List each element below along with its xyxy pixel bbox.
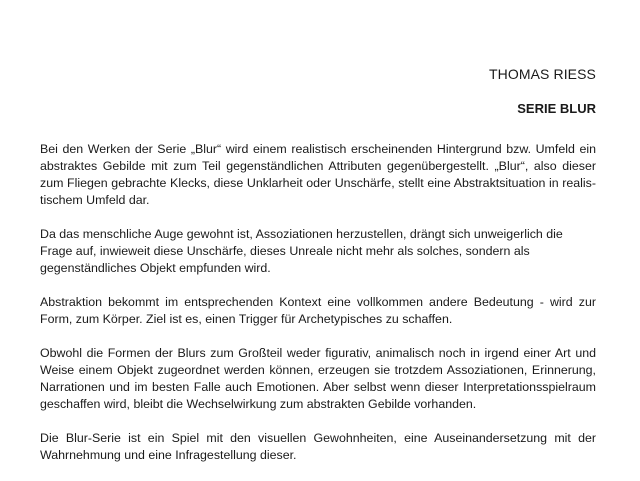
series-title: SERIE BLUR <box>517 101 596 116</box>
body-text <box>40 141 596 481</box>
paragraph-3: Abstraktion bekommt im entsprechenden Kontext eine vollkommen andere Bedeutung - wird zur Form, zum Körper. Ziel ist es, einen Trigger für Archetypisches zu schaffen. <box>40 295 596 326</box>
paragraph-2: Da das menschliche Auge gewohnt ist, Assoziationen herzustellen, drängt sich unweigerlich die Frage auf, inwieweit diese Unschärfe, dieses Unreale nicht mehr als solches, sondern als gegenständliches Objekt empfunden wird. <box>40 227 563 275</box>
paragraph-4: Obwohl die Formen der Blurs zum Großteil weder figurativ, animalisch noch in irgend einer Art und Weise einem Objekt zugeordnet werden können, erzeugen sie trotzdem Assoziationen, Erinnerung, Narrationen und im besten Falle auch Emotionen. Aber selbst wenn dieser Interpretationsspielraum geschaffen wird, bleibt die Wechselwirkung zum abstrakten Gebilde vorhanden. <box>40 346 596 411</box>
paragraph-1: Bei den Werken der Serie „Blur“ wird einem realistisch erscheinenden Hintergrund bzw. Umfeld ein abstraktes Gebilde mit zum Teil gegenständlichen Attributen gegenübergestellt. „Blur“, also dieser zum Fliegen gebrachte Klecks, diese Unklarheit oder Unschärfe, stellt eine Abstraktsituation in realis-tischem Umfeld dar. <box>40 142 596 207</box>
paragraph-5: Die Blur-Serie ist ein Spiel mit den visuellen Gewohnheiten, eine Auseinandersetzung mit der Wahrnehmung und eine Infragestellung dieser. <box>40 431 596 462</box>
author-name: THOMAS RIESS <box>489 66 596 82</box>
